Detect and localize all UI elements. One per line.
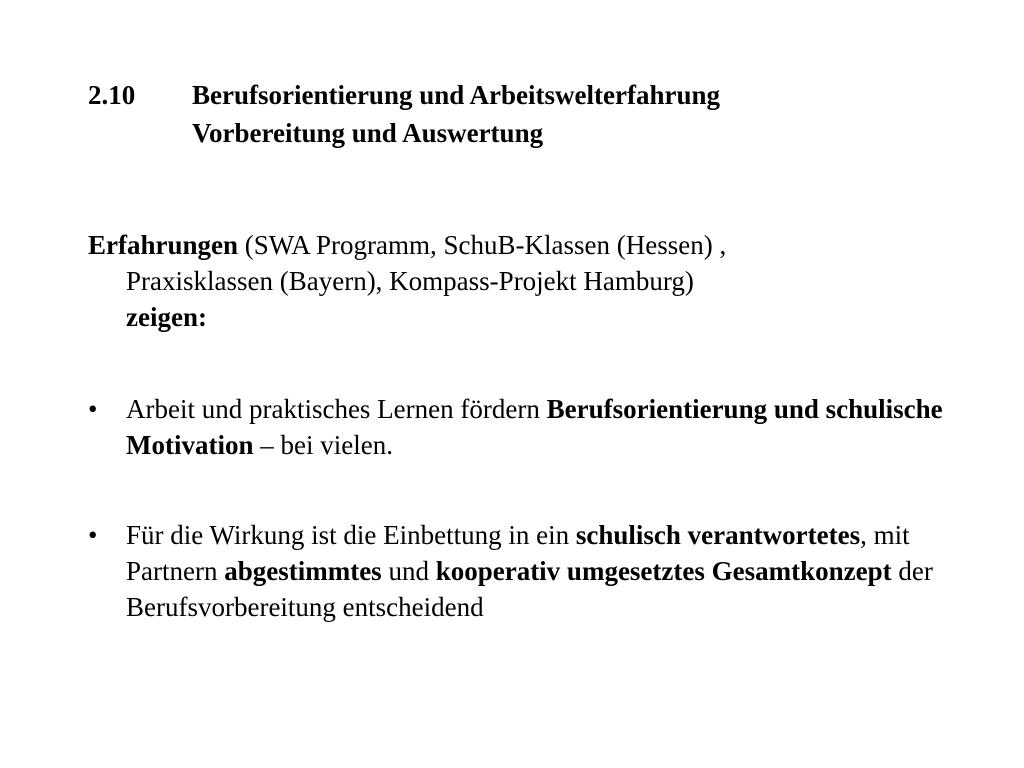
bullet-plain-text: und [381,556,436,586]
bullet-plain-text: Für die Wirkung ist die Einbettung in ein [126,520,576,550]
intro-line-1 [88,227,968,263]
title-lines [192,76,720,152]
bullet-item [88,391,968,463]
intro-line-3 [88,299,968,335]
bullet-plain-text: der Berufsvorbereitung entscheidend [126,556,933,622]
section-number: 2.10 [88,80,136,110]
bullet-list [88,391,968,679]
intro-lead-rest: (SWA Programm, SchuB-Klassen (Hessen) , [238,230,727,260]
bullet-marker-icon: • [88,520,98,550]
bullet-emphasis: schulisch verantwortetes [575,520,861,550]
bullet-item [88,517,968,625]
title-line-1: Berufsorientierung und Arbeitswelterfahrung [192,80,720,110]
bullet-text [126,394,943,460]
bullet-text [126,520,933,622]
bullet-plain-text: – bei vielen. [253,430,393,460]
intro-line-2: Praxisklassen (Bayern), Kompass-Projekt Hamburg) [126,266,694,296]
intro-paragraph [88,227,968,335]
intro-lead-bold: Erfahrungen [88,230,239,260]
bullet-emphasis: kooperativ umgesetztes Gesamtkonzept [435,556,892,586]
title-line-2: Vorbereitung und Auswertung [192,118,544,148]
bullet-emphasis: abgestimmtes [224,556,382,586]
bullet-marker-icon: • [88,394,98,424]
bullet-plain-text: Arbeit und praktisches Lernen fördern [126,394,547,424]
bullet-emphasis: Berufsorientierung und schulische Motivation [126,394,943,460]
intro-line-3-bold: zeigen: [126,302,207,332]
bullet-plain-text: , mit Partnern [126,520,910,586]
